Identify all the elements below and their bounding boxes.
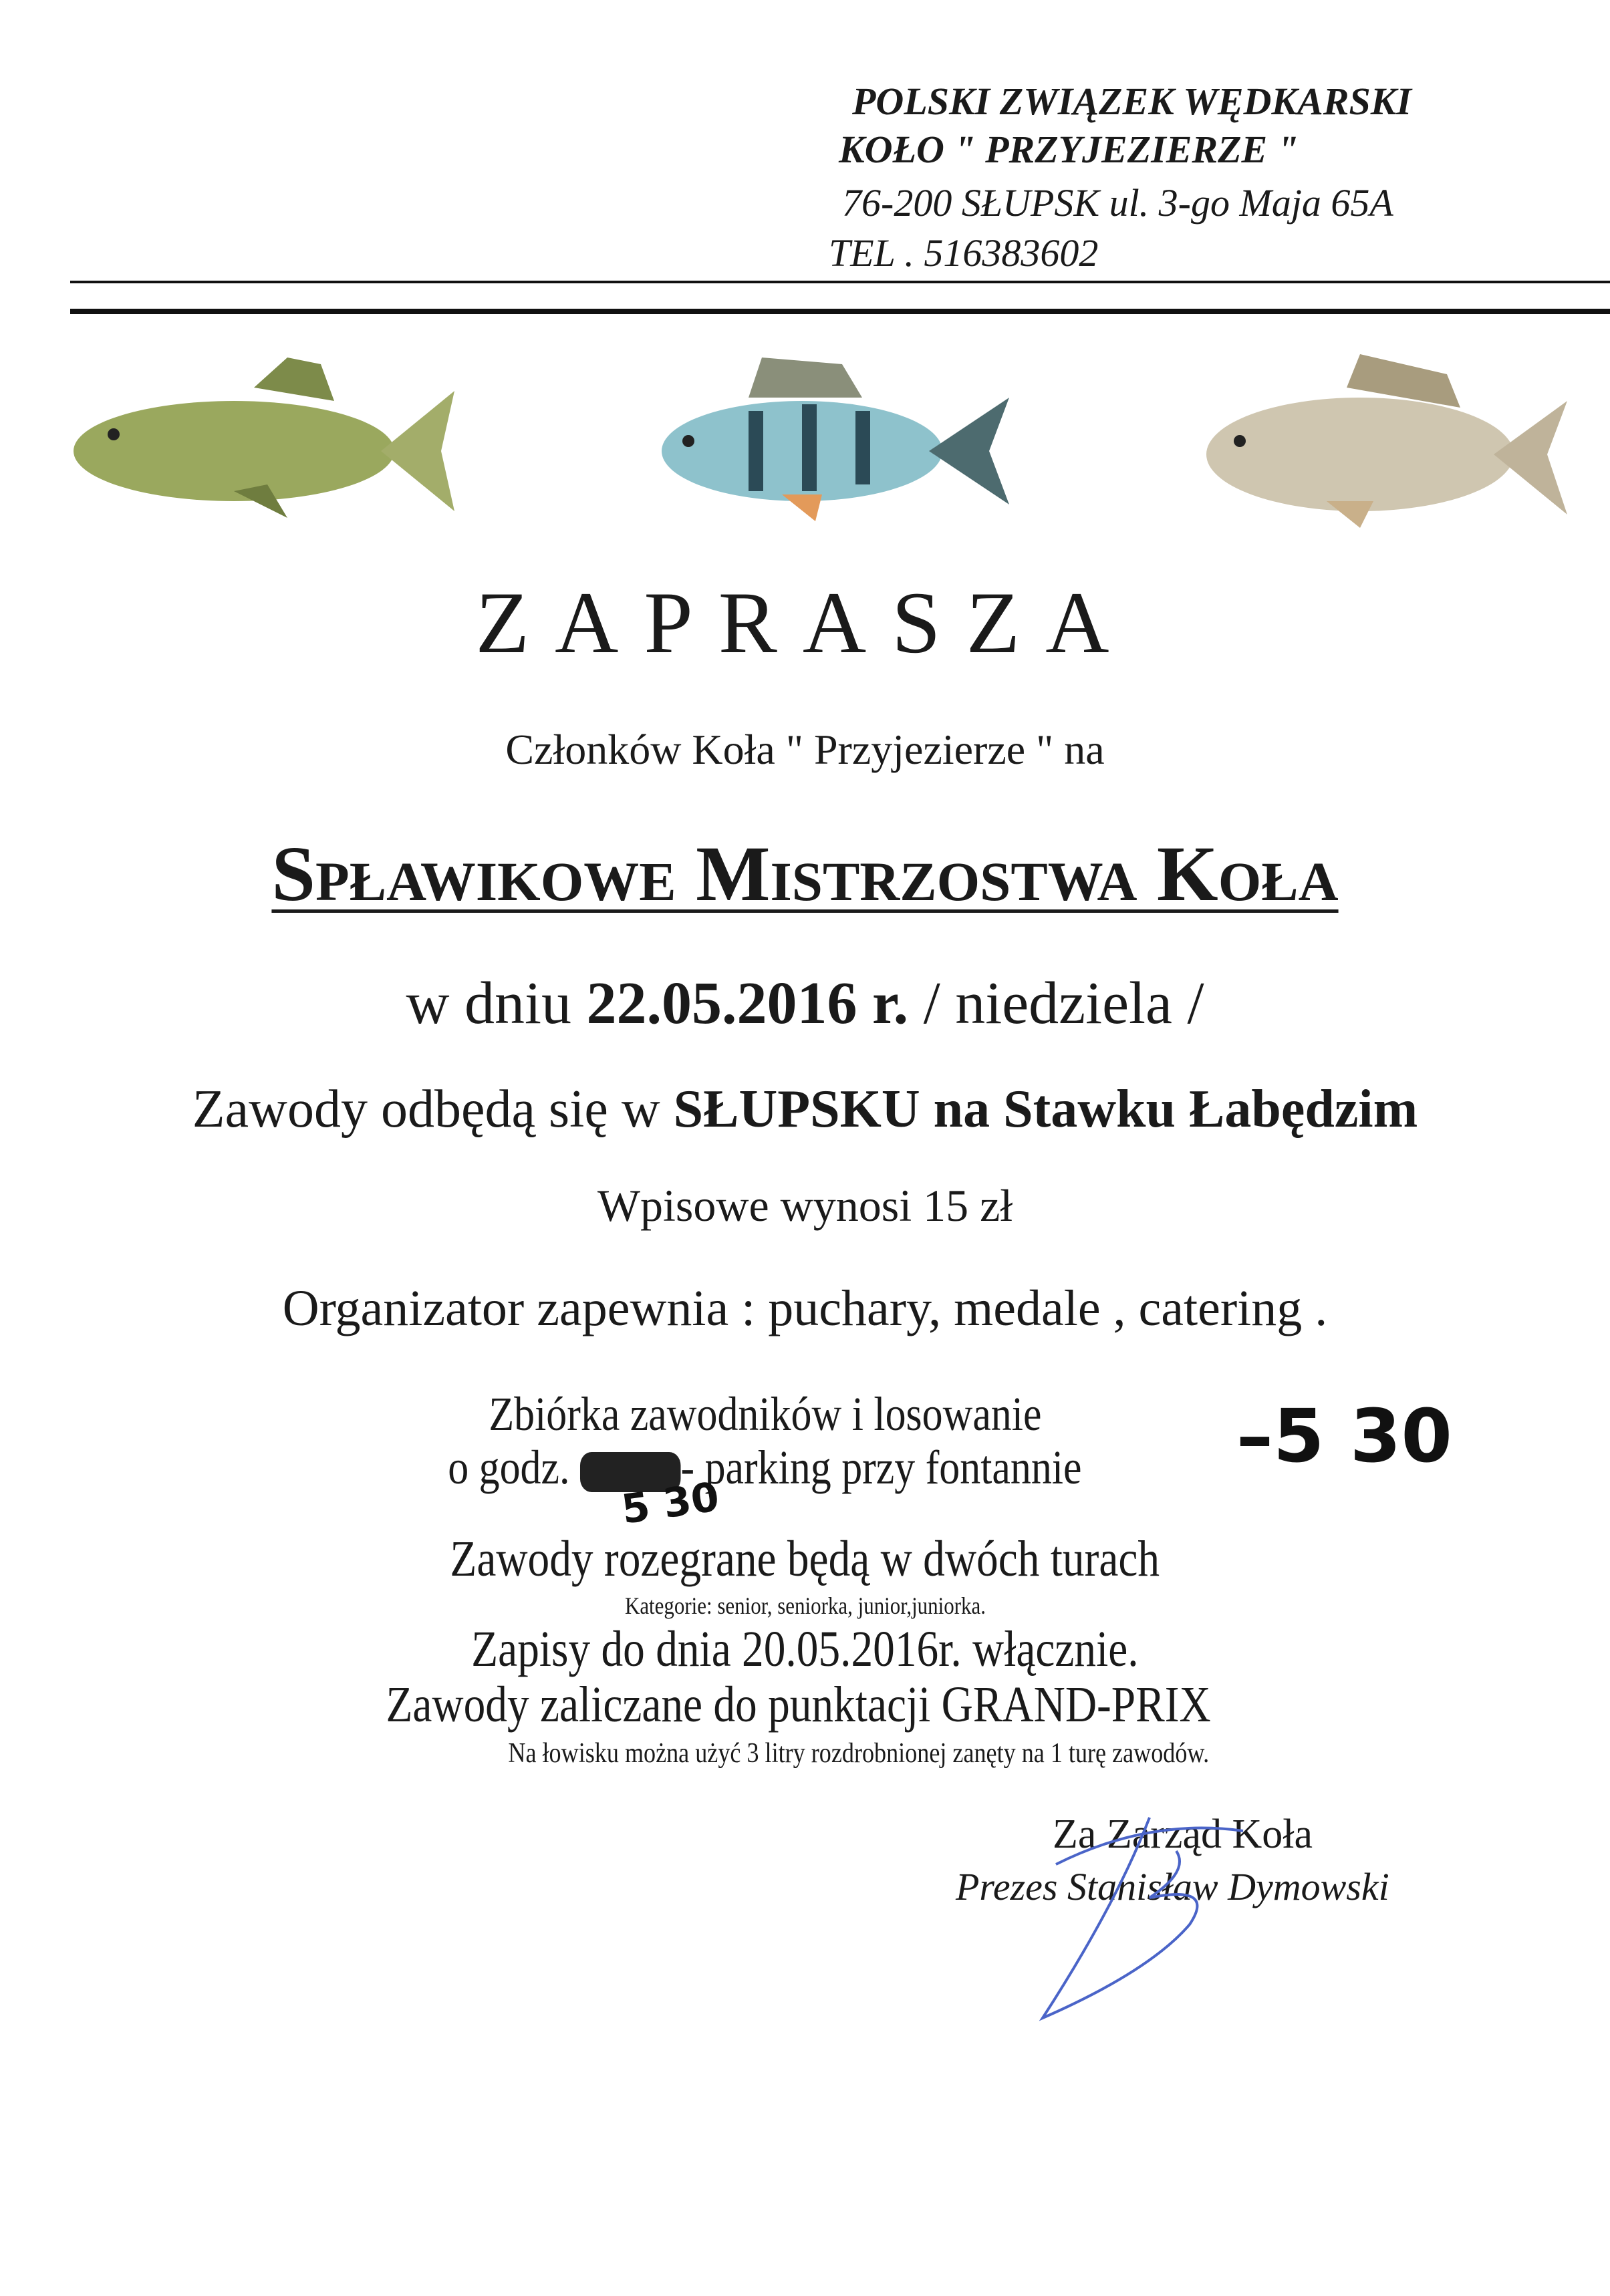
handwritten-time-right-text: 5 30 <box>1273 1393 1452 1479</box>
bait-line <box>53 1737 1610 1769</box>
tench-icon <box>67 351 461 531</box>
handwritten-time-right: –5 30 <box>1236 1393 1452 1479</box>
registration-text: Zapisy do dnia 20.05.2016r. włącznie. <box>471 1621 1139 1677</box>
signature-scribble-icon <box>1016 1804 1297 2031</box>
phone: TEL . 516383602 <box>829 231 1099 275</box>
rounds-text: Zawody rozegrane będą w dwóch turach <box>450 1531 1160 1587</box>
perch-icon <box>648 351 1023 531</box>
organizer-line: Organizator zapewnia : puchary, medale , catering . <box>282 1280 1328 1336</box>
divider-thin <box>70 281 1610 283</box>
divider-thick <box>70 309 1610 314</box>
handwritten-time-left: 5 30 <box>618 1473 722 1534</box>
venue-prefix: Zawody odbędą się w <box>192 1080 674 1139</box>
club-name: KOŁO " PRZYJEZIERZE " <box>839 128 1299 171</box>
registration-line <box>0 1620 1610 1679</box>
gathering-text-1: Zbiórka zawodników i losowanie <box>488 1387 1042 1441</box>
venue: SŁUPSKU na Stawku Łabędzim <box>673 1080 1418 1139</box>
date-prefix: w dniu <box>406 970 587 1036</box>
members-line: Członków Koła " Przyjezierze " na <box>505 726 1105 773</box>
signature-name: Prezes Stanisław Dymowski <box>956 1865 1389 1908</box>
gathering-prefix: o godz. <box>448 1441 581 1494</box>
invite-heading: ZAPRASZA <box>475 573 1135 672</box>
date-suffix: / niedziela / <box>908 970 1204 1036</box>
categories-text: Kategorie: senior, seniorka, junior,juniorka. <box>624 1592 986 1619</box>
event-date: 22.05.2016 r. <box>586 970 909 1036</box>
date-line <box>0 969 1610 1038</box>
gathering-suffix: - parking przy fontannie <box>680 1441 1082 1494</box>
rounds-line <box>0 1530 1610 1588</box>
address: 76-200 SŁUPSK ul. 3-go Maja 65A <box>842 181 1393 225</box>
event-title: Spławikowe Mistrzostwa Koła <box>271 830 1339 917</box>
venue-line <box>0 1079 1610 1140</box>
grand-prix-line <box>0 1676 1603 1734</box>
crucian-carp-icon <box>1193 347 1567 535</box>
categories-line <box>0 1592 1610 1620</box>
signature-title: Za Zarząd Koła <box>1053 1812 1313 1857</box>
org-name: POLSKI ZWIĄZEK WĘDKARSKI <box>852 80 1412 123</box>
bait-text: Na łowisku można użyć 3 litry rozdrobnionej zanęty na 1 turę zawodów. <box>508 1738 1209 1769</box>
fee-line: Wpisowe wynosi 15 zł <box>597 1180 1013 1231</box>
grand-prix-text: Zawody zaliczane do punktacji GRAND-PRIX <box>386 1677 1211 1733</box>
